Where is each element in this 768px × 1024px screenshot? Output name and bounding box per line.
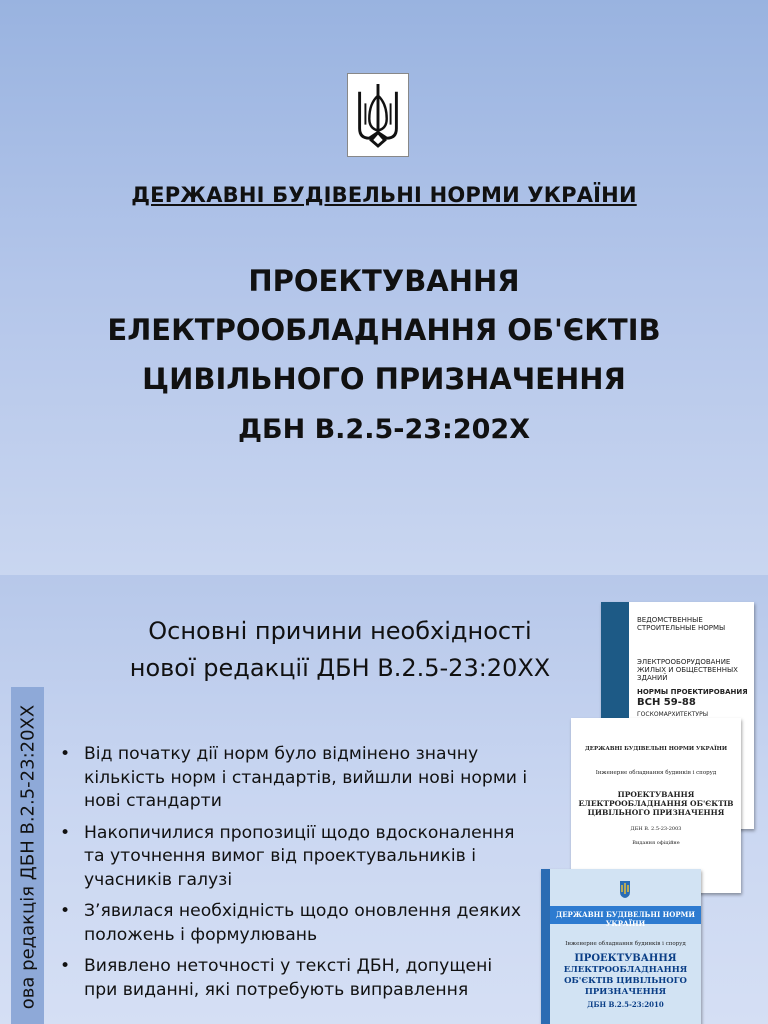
list-item: • З’явилася необхідність щодо оновлення деяких положень і формулювань (60, 900, 530, 947)
cover-text: ПРОЕКТУВАННЯ (617, 790, 695, 799)
cover-text: ЕЛЕКТРООБЛАДНАННЯ (563, 965, 688, 975)
title-line: Основні причини необхідності (148, 617, 532, 645)
cover-text: Інженерне обладнання будинків і споруд (565, 941, 686, 947)
title-line: ЦИВІЛЬНОГО ПРИЗНАЧЕННЯ (142, 362, 626, 396)
cover-text: ДЕРЖАВНІ БУДІВЕЛЬНІ НОРМИ УКРАЇНИ (584, 746, 728, 752)
dbn-2003-book-cover (571, 718, 741, 893)
cover-text: Видання офіційне (632, 840, 680, 846)
standards-header: ДЕРЖАВНІ БУДІВЕЛЬНІ НОРМИ УКРАЇНИ (131, 183, 637, 207)
cover-text: НОРМЫ ПРОЕКТИРОВАНИЯ (637, 688, 748, 696)
cover-text: СТРОИТЕЛЬНЫЕ НОРМЫ (637, 624, 726, 632)
dbn-2010-book-cover (541, 869, 701, 1024)
cover-text: ЗДАНИЙ (637, 674, 668, 682)
cover-text: ОБ'ЄКТІВ ЦИВІЛЬНОГО (564, 976, 687, 986)
cover-text: ДЕРЖАВНІ БУДІВЕЛЬНІ НОРМИ УКРАЇНИ (556, 910, 695, 928)
trident-emblem-icon (347, 73, 409, 157)
trident-emblem-icon (618, 879, 632, 899)
cover-text: ЭЛЕКТРООБОРУДОВАНИЕ (637, 658, 731, 666)
reasons-title (60, 613, 620, 687)
document-code: ДБН В.2.5-23:202Х (237, 414, 531, 445)
title-line: ПРОЕКТУВАННЯ (248, 264, 520, 298)
cover-text: Інженерне обладнання будинків і споруд (595, 770, 717, 776)
cover-text: ГОСКОМАРХИТЕКТУРЫ (637, 711, 709, 718)
cover-text: ПРИЗНАЧЕННЯ (584, 987, 667, 997)
side-label-text: ова редакція ДБН В.2.5-23:20XX (17, 704, 38, 1010)
cover-text: ЦИВІЛЬНОГО ПРИЗНАЧЕННЯ (587, 808, 725, 817)
document-title (0, 257, 768, 404)
cover-text: ДБН В. 2.5-23-2003 (630, 826, 682, 832)
list-item: • Накопичилися пропозиції щодо вдосконалення та уточнення вимог від проектувальників і учасників галузі (60, 822, 530, 893)
list-item: • Виявлено неточності у тексті ДБН, допущені при виданні, які потребують виправлення (60, 955, 530, 1002)
cover-text: ЖИЛЫХ И ОБЩЕСТВЕННЫХ (637, 666, 738, 674)
title-line: ЕЛЕКТРООБЛАДНАННЯ ОБ'ЄКТІВ (107, 313, 661, 347)
vertical-side-label (11, 687, 44, 1024)
list-item: • Від початку дії норм було відмінено значну кількість норм і стандартів, вийшли нові норми і нові стандарти (60, 743, 530, 814)
reasons-list (60, 743, 530, 1010)
cover-text: ДБН В.2.5-23:2010 (587, 1000, 664, 1009)
cover-text: ПРОЕКТУВАННЯ (574, 953, 677, 964)
slide-reasons (0, 575, 768, 1024)
cover-text: ВСН 59-88 (637, 697, 696, 708)
title-line: нової редакції ДБН В.2.5-23:20XX (129, 654, 551, 682)
cover-text: ВЕДОМСТВЕННЫЕ (637, 616, 703, 624)
cover-text: ЕЛЕКТРООБЛАДНАННЯ ОБ'ЄКТІВ (578, 799, 734, 808)
